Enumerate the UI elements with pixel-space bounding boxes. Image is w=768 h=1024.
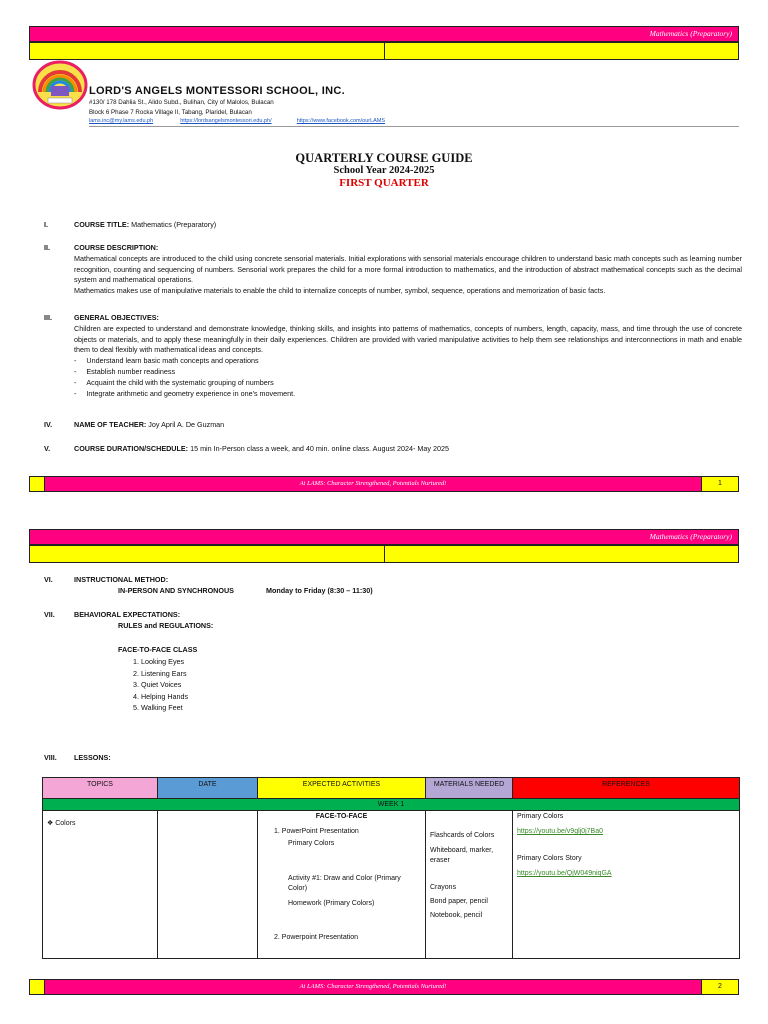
rule-item: 3. Quiet Voices (133, 680, 182, 689)
rule-item: 2. Listening Ears (133, 668, 187, 678)
instructional-method-value: IN-PERSON AND SYNCHRONOUS (118, 586, 234, 595)
header-cell-right (384, 43, 739, 59)
duration-value: 15 min In-Person class a week, and 40 min. online class. August 2024- May 2025 (188, 444, 449, 453)
lessons-label: LESSONS: (74, 753, 111, 762)
section-iii (74, 313, 742, 399)
section-i-number: I. (44, 220, 48, 229)
page1-footer (29, 476, 739, 492)
reference-label: Primary Colors (517, 813, 564, 820)
date-cell (158, 811, 258, 959)
section-vii-number: VII. (44, 610, 55, 619)
school-name: LORD'S ANGELS MONTESSORI SCHOOL, INC. (89, 85, 345, 97)
quarter-label: FIRST QUARTER (339, 177, 429, 189)
header-divider (89, 126, 739, 127)
page2-footer (29, 979, 739, 995)
school-year: School Year 2024-2025 (333, 165, 435, 176)
header-cell-left (30, 43, 384, 59)
page2-header-bar (29, 529, 739, 545)
course-title-label: COURSE TITLE: (74, 220, 130, 229)
col-topics: TOPICS (43, 778, 158, 799)
rules-label: RULES and REGULATIONS: (118, 621, 214, 630)
col-references: REFERENCES (513, 778, 740, 799)
school-website-link[interactable]: https://lordsangelsmontessori.edu.ph/ (180, 118, 272, 124)
face-to-face-heading: FACE-TO-FACE (315, 813, 368, 820)
teacher-name: Joy April A. De Guzman (146, 420, 225, 429)
lessons-header-row (43, 778, 740, 799)
teacher-label: NAME OF TEACHER: (74, 420, 147, 429)
page1-header-yellow-row (29, 42, 739, 60)
page2-header-yellow-row (29, 545, 739, 563)
footer-motto: At LAMS: Character Strengthened, Potentials Nurtured! (45, 980, 701, 994)
section-i (74, 220, 742, 231)
col-materials: MATERIALS NEEDED (426, 778, 513, 799)
activity-draw-color: Activity #1: Draw and Color (Primary Color) (288, 875, 401, 892)
page1-header-bar (29, 26, 739, 42)
rule-item: 5. Walking Feet (133, 703, 183, 712)
school-contact-links (89, 117, 385, 125)
objective-bullet: - Establish number readiness (74, 366, 176, 376)
section-iii-number: III. (44, 313, 52, 322)
school-email-link[interactable]: lams.inc@my.lams.edu.ph (89, 118, 154, 124)
activity-subitem: Primary Colors (288, 840, 335, 847)
section-v-number: V. (44, 444, 51, 453)
section-iv (74, 420, 742, 431)
course-description-paragraph-1: Mathematical concepts are introduced to the child using concrete sensorial materials. Initial explorations with sensorial materials encourage children to understand basic math concepts such as learning number recognition, counting and sequencing of numbers. Sensorial work prepares the child for a more formal introduction to mathematics, and the introduction of abstract mathematical concepts such as the decimal system and mathematical operations. (74, 253, 742, 285)
course-description-label: COURSE DESCRIPTION: (74, 243, 159, 252)
col-date: DATE (158, 778, 258, 799)
objective-bullet: - Integrate arithmetic and geometry experience in one's movement. (74, 388, 296, 398)
face-to-face-class-label: FACE-TO-FACE CLASS (118, 645, 198, 654)
general-objectives-label: GENERAL OBJECTIVES: (74, 313, 159, 322)
lessons-table (42, 777, 740, 959)
section-viii-number: VIII. (44, 753, 57, 762)
school-address-2: Block 6 Phase 7 Rocka Village II, Tabang, Plaridel, Bulacan (89, 109, 252, 116)
page-number: 2 (701, 980, 738, 994)
topic-cell (43, 811, 158, 959)
rule-item: 4. Helping Hands (133, 691, 189, 701)
section-vi-number: VI. (44, 575, 53, 584)
activity-item: 2. Powerpoint Presentation (274, 934, 359, 941)
section-ii (74, 243, 742, 297)
general-objectives-paragraph: Children are expected to understand and demonstrate knowledge, thinking skills, and insights into patterns of mathematics, concepts of numbers, length, capacity, mass, and time through the use of concrete objects or materials, and to apply these meaningfully in their daily experiences. Children are provided with varied manipulative activities to help them see relationships and interconnections in math and enable them to deal flexibly with mathematical ideas and concepts. (74, 323, 742, 355)
page-number: 1 (701, 477, 738, 491)
behavioral-expectations-label: BEHAVIORAL EXPECTATIONS: (74, 610, 181, 619)
col-activities: EXPECTED ACTIVITIES (258, 778, 426, 799)
material-item: Whiteboard, marker, eraser (430, 847, 494, 864)
rule-item: 1. Looking Eyes (133, 657, 185, 666)
activities-cell (258, 811, 426, 959)
material-item: Crayons (430, 884, 457, 891)
course-title-value: Mathematics (Preparatory) (129, 220, 217, 229)
activity-item: 1. PowerPoint Presentation (274, 828, 359, 835)
header-subject-tag: Mathematics (Preparatory) (649, 29, 732, 38)
school-logo (32, 60, 88, 110)
instructional-schedule: Monday to Friday (8:30 – 11:30) (266, 586, 373, 595)
duration-label: COURSE DURATION/SCHEDULE: (74, 444, 189, 453)
reference-label: Primary Colors Story (517, 855, 582, 862)
references-cell (513, 811, 740, 959)
week-row (43, 799, 740, 811)
instructional-method-label: INSTRUCTIONAL METHOD: (74, 575, 169, 584)
section-v (74, 444, 742, 455)
objective-bullet: - Acquaint the child with the systematic grouping of numbers (74, 377, 274, 387)
reference-link[interactable]: https://youtu.be/QjW049niqGA (517, 870, 612, 877)
activity-homework: Homework (Primary Colors) (288, 900, 375, 907)
topic-colors: ❖ Colors (47, 820, 76, 827)
school-facebook-link[interactable]: https://www.facebook.com/ourLAMS (296, 118, 386, 124)
section-iv-number: IV. (44, 420, 53, 429)
material-item: Flashcards of Colors (430, 832, 495, 839)
material-item: Bond paper, pencil (430, 898, 488, 905)
header-subject-tag: Mathematics (Preparatory) (649, 532, 732, 541)
footer-motto: At LAMS: Character Strengthened, Potentials Nurtured! (45, 477, 701, 491)
material-item: Notebook, pencil (430, 912, 483, 919)
table-row (43, 811, 740, 959)
page-title: QUARTERLY COURSE GUIDE (295, 151, 473, 165)
course-description-paragraph-2: Mathematics makes use of manipulative materials to enable the child to internalize concepts of number, symbol, sequence, operations and memorization of basic facts. (74, 286, 606, 296)
materials-cell (426, 811, 513, 959)
objective-bullet: - Understand learn basic math concepts and operations (74, 356, 259, 366)
rules-list (133, 656, 188, 714)
school-address-1: #130/ 178 Dahlia St., Alido Subd., Bulihan, City of Malolos, Bulacan (89, 99, 274, 106)
section-ii-number: II. (44, 243, 50, 252)
week-label: WEEK 1 (43, 799, 740, 811)
reference-link[interactable]: https://youtu.be/v9glj0j7Ba0 (517, 828, 604, 835)
